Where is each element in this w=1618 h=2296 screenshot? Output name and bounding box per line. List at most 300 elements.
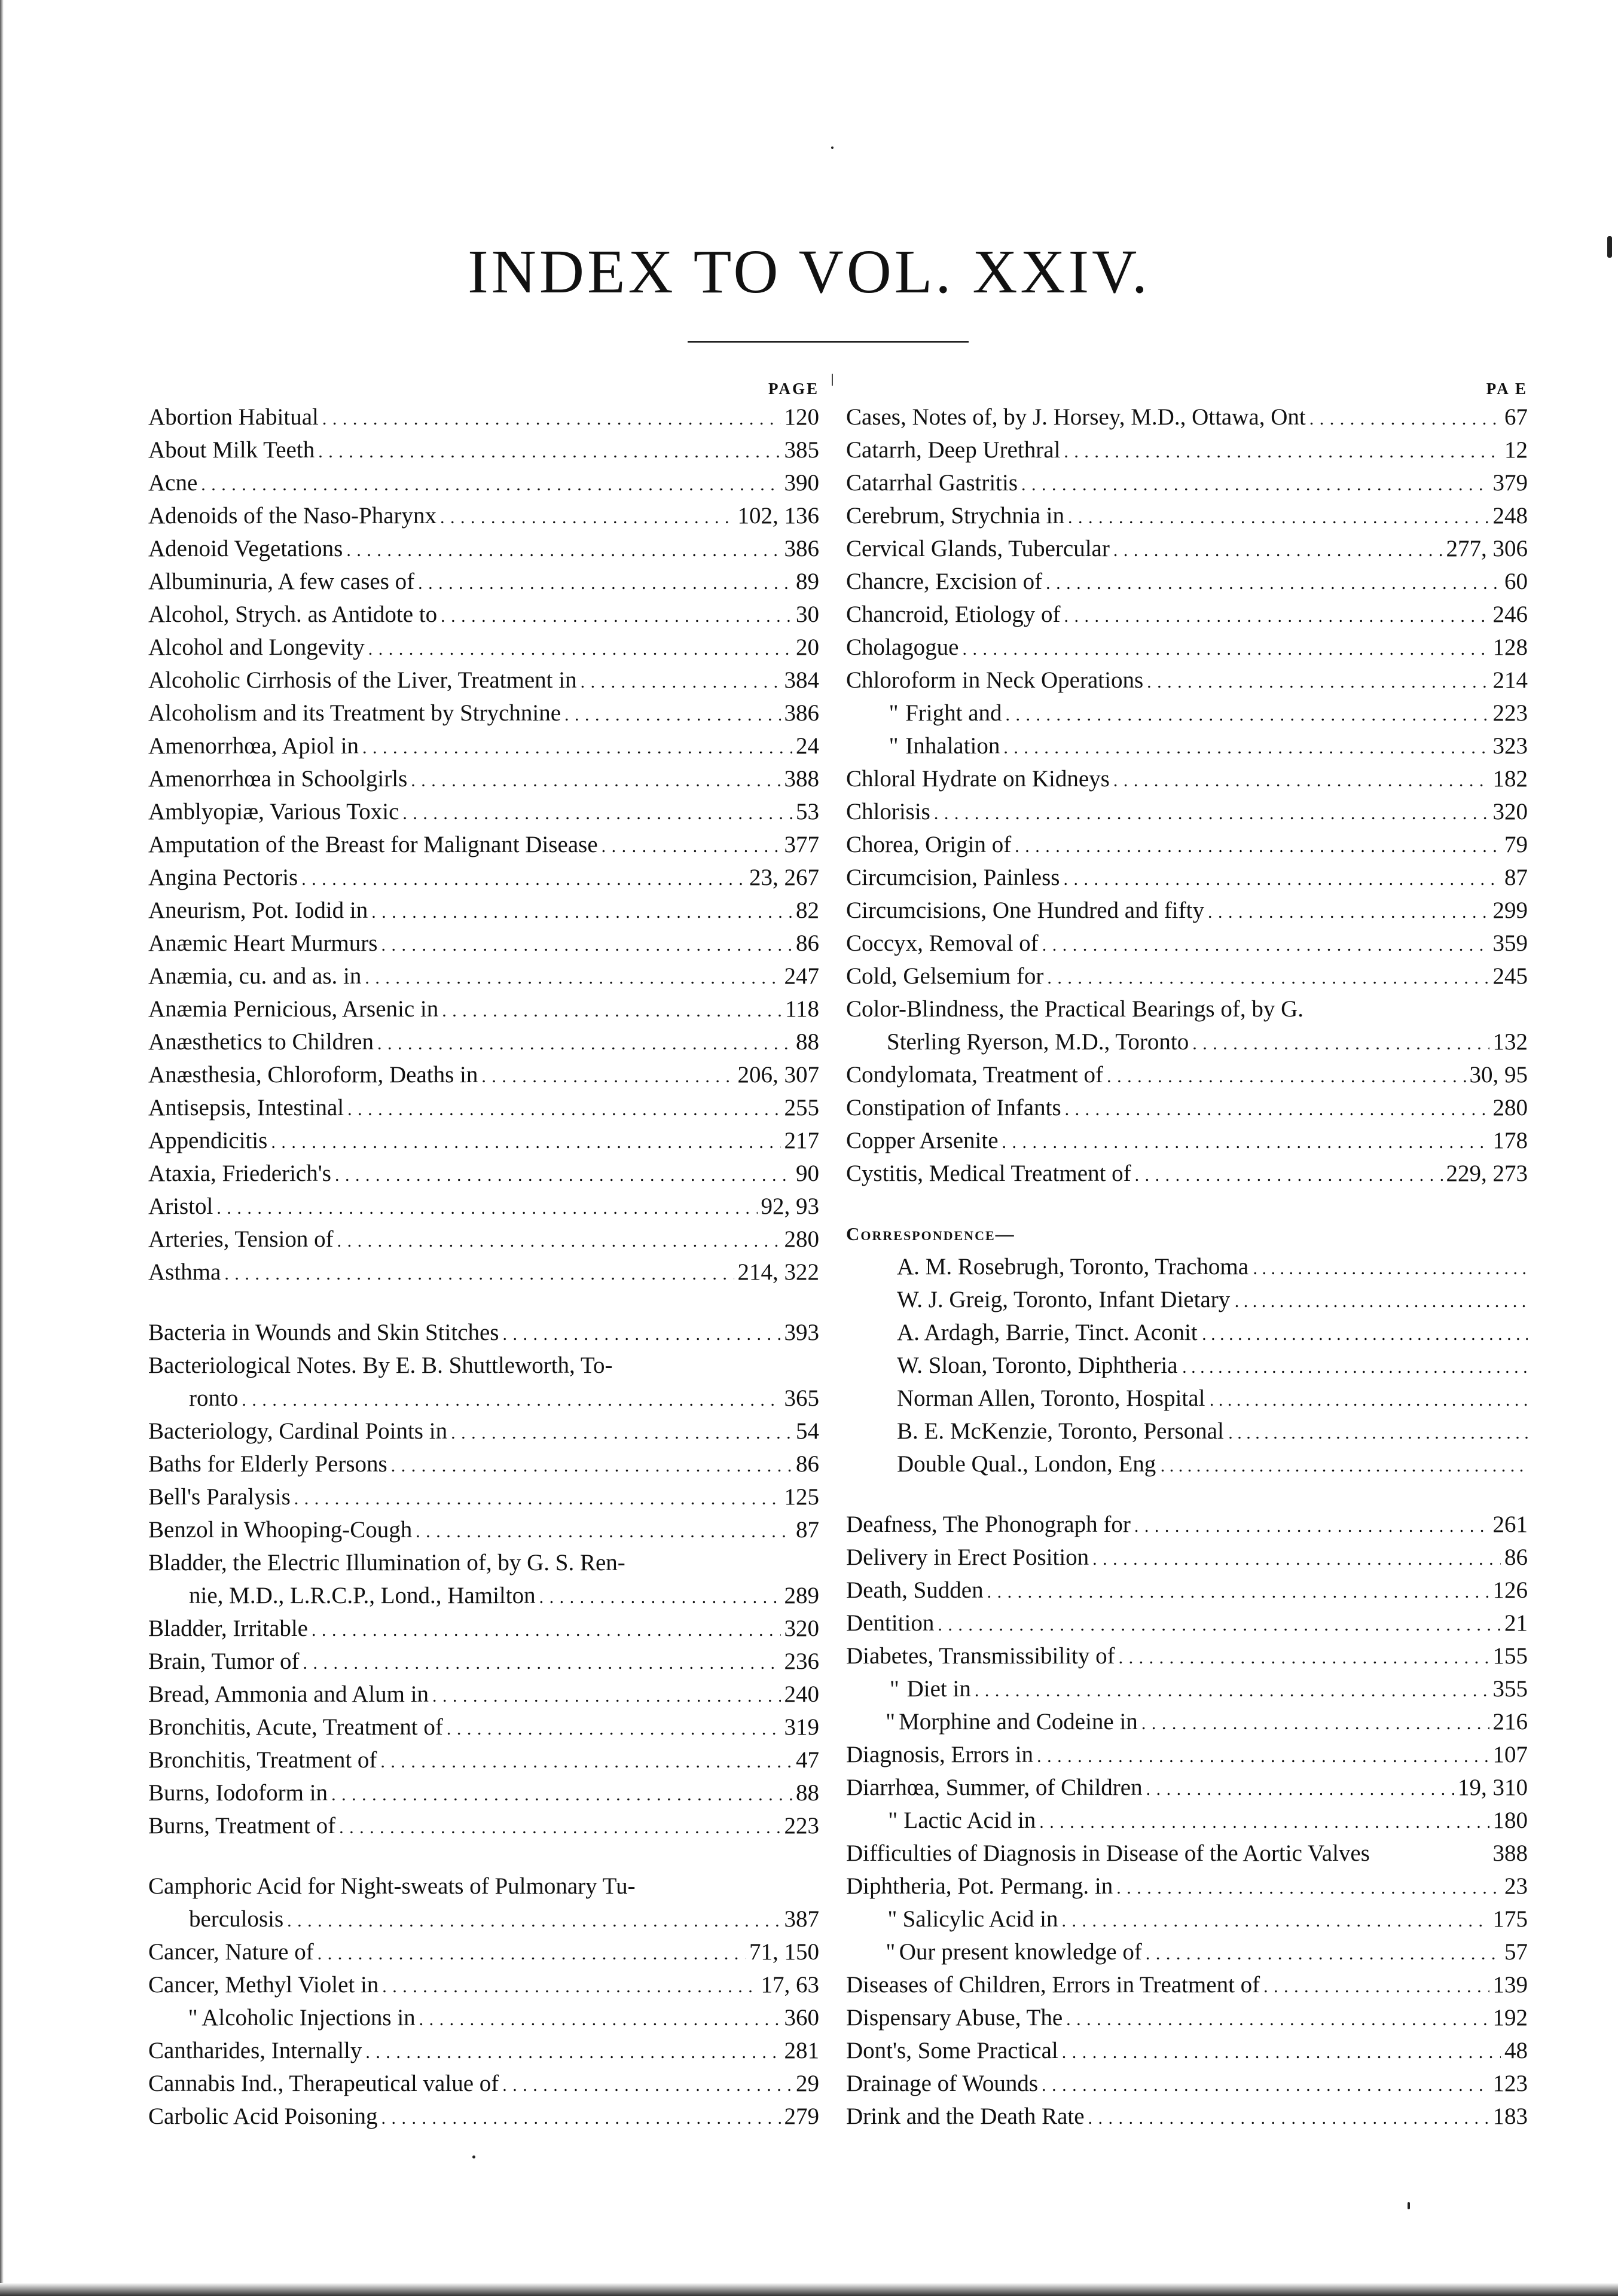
index-entry [846, 1058, 1528, 1091]
entry-text: Alcohol, Strych. as Antidote to [148, 602, 438, 627]
entry-page-number: 223 [784, 1813, 819, 1839]
entry-page-number: 279 [784, 2103, 819, 2129]
index-entry [846, 927, 1528, 960]
index-entry [846, 499, 1528, 532]
entry-text: Coccyx, Removal of [846, 930, 1039, 956]
index-entry [846, 1508, 1528, 1541]
dot-leader [381, 927, 792, 961]
dot-leader [502, 2067, 792, 2102]
entry-text: berculosis [189, 1906, 284, 1932]
index-entry [148, 1776, 819, 1809]
entry-page-number: 139 [1492, 1972, 1528, 1998]
index-entry [148, 565, 819, 598]
entry-text: Abortion Habitual [148, 404, 319, 430]
dot-leader [1134, 1508, 1489, 1543]
entry-text: Diabetes, Transmissibility of [846, 1643, 1115, 1669]
entry-page-number: 155 [1492, 1643, 1528, 1669]
entry-page-number: 393 [784, 1320, 819, 1345]
entry-page-number: 102, 136 [737, 503, 819, 529]
dot-leader [1192, 1025, 1489, 1060]
entry-text: Acne [148, 470, 198, 496]
dot-leader [1107, 1058, 1466, 1093]
section-gap [148, 1842, 819, 1870]
index-entry [148, 1744, 819, 1776]
index-entry [846, 1091, 1528, 1124]
dot-leader [432, 1678, 780, 1712]
entry-text: Bronchitis, Acute, Treatment of [148, 1714, 443, 1740]
index-entry [148, 1190, 819, 1223]
entry-text: Amputation of the Breast for Malignant Disease [148, 832, 598, 857]
entry-page-number: 386 [784, 700, 819, 726]
index-entry [846, 433, 1528, 466]
page-heading: PA E [1486, 380, 1528, 398]
entry-page-number: 23, 267 [749, 865, 819, 890]
entry-text: Chorea, Origin of [846, 832, 1012, 857]
index-entry [846, 631, 1528, 664]
index-entry [846, 1968, 1528, 2001]
entry-page-number: 319 [784, 1714, 819, 1740]
entry-page-number: 246 [1492, 602, 1528, 627]
entry-text: Adenoids of the Naso-Pharynx [148, 503, 436, 529]
dot-leader [1230, 1287, 1528, 1312]
index-entry [846, 1157, 1528, 1190]
dot-leader [1068, 499, 1489, 534]
entry-text: Chlorisis [846, 799, 930, 825]
correspondence-text: B. E. McKenzie, Toronto, Personal [897, 1418, 1224, 1444]
index-entry [148, 401, 819, 433]
entry-text: Salicylic Acid in [902, 1906, 1058, 1932]
index-entry [846, 1025, 1528, 1058]
entry-page-number: 280 [784, 1226, 819, 1252]
index-entry [846, 894, 1528, 927]
entry-page-number: 379 [1492, 470, 1528, 496]
correspondence-item [846, 1283, 1528, 1316]
dot-leader [201, 466, 780, 501]
entry-text: Diarrhœa, Summer, of Children [846, 1775, 1143, 1800]
dot-leader [312, 1612, 781, 1647]
index-entry [148, 1612, 819, 1645]
index-entry [148, 2034, 819, 2067]
index-entry [148, 532, 819, 565]
entry-page-number: 280 [1492, 1095, 1528, 1120]
entry-page-number: 128 [1492, 634, 1528, 660]
dot-leader [318, 1935, 746, 1970]
scan-edge-bottom [0, 2283, 1618, 2296]
dot-leader [581, 664, 781, 698]
correspondence-item [846, 1382, 1528, 1415]
index-entry [846, 697, 1528, 729]
entry-text: Aneurism, Pot. Iodid in [148, 897, 368, 923]
entry-text: Asthma [148, 1259, 221, 1285]
index-entry [846, 1124, 1528, 1157]
entry-page-number: 320 [1492, 799, 1528, 825]
entry-text: Cannabis Ind., Therapeutical value of [148, 2071, 499, 2096]
index-entry [148, 1870, 819, 1903]
index-entry [846, 762, 1528, 795]
index-entry [846, 2001, 1528, 2034]
index-entry [148, 762, 819, 795]
dot-leader [1309, 401, 1501, 435]
dot-leader [441, 598, 792, 633]
dot-leader [1066, 2001, 1489, 2036]
section-gap [846, 1480, 1528, 1508]
index-entry [148, 861, 819, 894]
index-entry [846, 2067, 1528, 2100]
index-entry [148, 1058, 819, 1091]
dot-leader [1092, 1541, 1501, 1576]
correspondence-text: A. Ardagh, Barrie, Tinct. Aconit [897, 1320, 1198, 1345]
index-entry [148, 1480, 819, 1513]
entry-text: Bread, Ammonia and Alum in [148, 1681, 429, 1707]
entry-page-number: 183 [1492, 2103, 1528, 2129]
entry-page-number: 92, 93 [761, 1193, 819, 1219]
index-entry [148, 664, 819, 697]
index-entry [846, 664, 1528, 697]
entry-text: Dont's, Some Practical [846, 2038, 1058, 2063]
entry-text: Carbolic Acid Poisoning [148, 2103, 378, 2129]
dot-leader [440, 499, 734, 534]
index-entry [148, 697, 819, 729]
correspondence-item [846, 1316, 1528, 1349]
dot-leader [418, 565, 792, 600]
entry-text: Catarrh, Deep Urethral [846, 437, 1061, 463]
correspondence-item [846, 1415, 1528, 1448]
entry-text: Benzol in Whooping-Cough [148, 1517, 413, 1543]
correspondence-text: Norman Allen, Toronto, Hospital [897, 1385, 1205, 1411]
index-entry [846, 1574, 1528, 1607]
dot-leader [1063, 861, 1501, 896]
entry-page-number: 360 [784, 2005, 819, 2031]
dot-leader [602, 828, 781, 863]
dot-leader [1065, 1091, 1489, 1126]
entry-page-number: 223 [1492, 700, 1528, 726]
correspondence-heading: Correspondence— [846, 1223, 1015, 1244]
entry-page-number: 236 [784, 1648, 819, 1674]
dot-leader [1156, 1451, 1524, 1477]
entry-text: Cold, Gelsemium for [846, 963, 1044, 989]
entry-text: Bell's Paralysis [148, 1484, 291, 1510]
ditto-mark: " [188, 2005, 198, 2031]
index-entry [148, 795, 819, 828]
entry-page-number: 89 [796, 569, 819, 594]
entry-text: Diagnosis, Errors in [846, 1742, 1034, 1767]
index-entry [148, 1157, 819, 1190]
index-entry [148, 828, 819, 861]
entry-page-number: 245 [1492, 963, 1528, 989]
entry-text: Appendicitis [148, 1128, 268, 1153]
entry-text: Bacteriological Notes. By E. B. Shuttleworth, To- [148, 1352, 613, 1378]
dot-leader [503, 1316, 781, 1351]
entry-text: Cancer, Nature of [148, 1939, 314, 1965]
entry-page-number: 126 [1492, 1577, 1528, 1603]
ditto-mark: " [889, 1676, 899, 1702]
entry-text: Anæmic Heart Murmurs [148, 930, 378, 956]
dot-leader [1208, 894, 1489, 929]
dot-leader [1015, 828, 1501, 863]
index-entry [846, 401, 1528, 433]
entry-text: Cancer, Methyl Violet in [148, 1972, 379, 1998]
index-entry [846, 565, 1528, 598]
entry-page-number: 79 [1504, 832, 1528, 857]
dot-leader [337, 1223, 781, 1257]
index-entry [846, 1804, 1528, 1837]
entry-page-number: 214, 322 [737, 1259, 819, 1285]
dot-leader [1062, 1903, 1489, 1937]
entry-page-number: 261 [1492, 1512, 1528, 1537]
index-entry [148, 1349, 819, 1382]
entry-page-number: 388 [1492, 1840, 1528, 1866]
entry-text: Ataxia, Friederich's [148, 1161, 331, 1186]
dot-leader [1037, 1738, 1489, 1773]
dot-leader [322, 401, 781, 435]
entry-text: Bladder, the Electric Illumination of, by G. S. Ren- [148, 1550, 625, 1576]
entry-text: Alcoholic Injections in [202, 2005, 416, 2031]
index-entry [846, 861, 1528, 894]
entry-text: Anæmia, cu. and as. in [148, 963, 362, 989]
entry-page-number: 87 [1504, 865, 1528, 890]
entry-page-number: 82 [796, 897, 819, 923]
dot-leader [365, 2034, 780, 2069]
correspondence-item [846, 1448, 1528, 1480]
entry-page-number: 71, 150 [749, 1939, 819, 1965]
entry-text: Cervical Glands, Tubercular [846, 536, 1110, 561]
entry-text: Drink and the Death Rate [846, 2103, 1085, 2129]
entry-text: Cholagogue [846, 634, 959, 660]
page-heading: PAGE [768, 380, 819, 398]
correspondence-item [846, 1349, 1528, 1382]
entry-text: Alcohol and Longevity [148, 634, 365, 660]
index-entry [846, 598, 1528, 631]
index-entry [148, 1711, 819, 1744]
index-entry [148, 2100, 819, 2133]
dot-leader [242, 1382, 780, 1416]
entry-page-number: 86 [796, 930, 819, 956]
index-entry [148, 1382, 819, 1415]
index-entry [846, 828, 1528, 861]
index-entry [148, 1316, 819, 1349]
entry-page-number: 248 [1492, 503, 1528, 529]
entry-text: Angina Pectoris [148, 865, 298, 890]
entry-page-number: 387 [784, 1906, 819, 1932]
entry-text: Amenorrhœa, Apiol in [148, 733, 359, 759]
index-entry [846, 2100, 1528, 2133]
entry-page-number: 299 [1492, 897, 1528, 923]
index-entry [148, 1968, 819, 2001]
dot-leader [1116, 1870, 1501, 1904]
dot-leader [1113, 762, 1489, 797]
dot-leader [271, 1124, 780, 1159]
entry-page-number: 125 [784, 1484, 819, 1510]
index-entry [846, 1935, 1528, 1968]
index-entry [148, 466, 819, 499]
entry-page-number: 86 [1504, 1544, 1528, 1570]
dot-leader [301, 861, 746, 896]
entry-text: Chloroform in Neck Operations [846, 667, 1144, 693]
entry-text: Diphtheria, Pot. Permang. in [846, 1873, 1113, 1899]
entry-page-number: 217 [784, 1128, 819, 1153]
entry-page-number: 388 [784, 766, 819, 792]
entry-text: About Milk Teeth [148, 437, 315, 463]
index-entry [148, 1809, 819, 1842]
ditto-mark: " [889, 700, 899, 726]
entry-page-number: 88 [796, 1029, 819, 1055]
dot-leader [564, 697, 780, 731]
index-entry [148, 2001, 819, 2034]
entry-page-number: 88 [796, 1780, 819, 1806]
entry-page-number: 359 [1492, 930, 1528, 956]
entry-text: Bacteria in Wounds and Skin Stitches [148, 1320, 499, 1345]
dot-leader [481, 1058, 734, 1093]
index-entry [148, 1513, 819, 1546]
entry-text: Alcoholic Cirrhosis of the Liver, Treatment in [148, 667, 577, 693]
index-entry [846, 1607, 1528, 1639]
index-entry [148, 1124, 819, 1157]
entry-text: Catarrhal Gastritis [846, 470, 1018, 496]
index-entry [846, 993, 1528, 1025]
index-entry [148, 1546, 819, 1579]
entry-page-number: 182 [1492, 766, 1528, 792]
dot-leader [362, 729, 792, 764]
entry-page-number: 216 [1492, 1709, 1528, 1735]
page-title: INDEX TO VOL. XXIV. [468, 237, 1150, 306]
dot-leader [442, 993, 781, 1027]
entry-page-number: 19, 310 [1458, 1775, 1528, 1800]
dot-leader [1064, 598, 1489, 633]
index-entry [148, 499, 819, 532]
index-entry [148, 1678, 819, 1711]
entry-page-number: 289 [784, 1583, 819, 1608]
entry-page-number: 320 [784, 1616, 819, 1641]
entry-page-number: 67 [1504, 404, 1528, 430]
entry-text: Albuminuria, A few cases of [148, 569, 415, 594]
scan-speck [831, 146, 834, 149]
index-entry [148, 927, 819, 960]
entry-page-number: 23 [1504, 1873, 1528, 1899]
dot-leader [1146, 1935, 1501, 1970]
dot-leader [1141, 1705, 1489, 1740]
entry-text: Our present knowledge of [899, 1939, 1142, 1965]
entry-page-number: 175 [1492, 1906, 1528, 1932]
dot-leader [1119, 1639, 1489, 1674]
entry-page-number: 247 [784, 963, 819, 989]
index-entry [846, 2034, 1528, 2067]
entry-page-number: 86 [796, 1451, 819, 1477]
dot-leader [382, 1968, 757, 2003]
entry-text: Antisepsis, Intestinal [148, 1095, 344, 1120]
ditto-mark: " [888, 1808, 898, 1833]
index-entry [148, 729, 819, 762]
entry-text: Arteries, Tension of [148, 1226, 334, 1252]
entry-page-number: 17, 63 [761, 1972, 819, 1998]
entry-page-number: 206, 307 [737, 1062, 819, 1088]
dot-leader [368, 631, 792, 665]
entry-text: Anæsthesia, Chloroform, Deaths in [148, 1062, 478, 1088]
entry-text: Anæmia Pernicious, Arsenic in [148, 996, 439, 1022]
dot-leader [331, 1776, 792, 1811]
entry-text: Inhalation [905, 733, 1000, 759]
entry-text: Difficulties of Diagnosis in Disease of the Aortic Valves [846, 1840, 1370, 1866]
entry-page-number: 385 [784, 437, 819, 463]
index-entry [148, 894, 819, 927]
entry-page-number: 12 [1504, 437, 1528, 463]
entry-page-number: 240 [784, 1681, 819, 1707]
index-entry [148, 1935, 819, 1968]
entry-page-number: 390 [784, 470, 819, 496]
entry-page-number: 365 [784, 1385, 819, 1411]
entry-page-number: 120 [784, 404, 819, 430]
correspondence-text: A. M. Rosebrugh, Toronto, Trachoma [897, 1254, 1249, 1280]
dot-leader [303, 1645, 780, 1680]
dot-leader [975, 1672, 1489, 1707]
index-entry [148, 960, 819, 993]
entry-page-number: 123 [1492, 2071, 1528, 2096]
dot-leader [1002, 1124, 1489, 1159]
scan-edge-left [0, 0, 4, 2296]
entry-page-number: 118 [784, 996, 819, 1022]
entry-text: Cases, Notes of, by J. Horsey, M.D., Ottawa, Ont [846, 404, 1306, 430]
index-entry [148, 1645, 819, 1678]
entry-page-number: 48 [1504, 2038, 1528, 2063]
entry-text: Chancroid, Etiology of [846, 602, 1061, 627]
entry-text: Fright and [905, 700, 1002, 726]
entry-text: Diseases of Children, Errors in Treatment of [846, 1972, 1260, 1998]
section-gap [846, 1190, 1528, 1217]
index-entry [148, 1415, 819, 1448]
entry-text: Cerebrum, Strychnia in [846, 503, 1064, 529]
entry-text: Circumcision, Painless [846, 865, 1060, 890]
dot-leader [381, 2100, 781, 2135]
dot-leader [1198, 1320, 1528, 1345]
entry-text: Condylomata, Treatment of [846, 1062, 1104, 1088]
correspondence-text: W. Sloan, Toronto, Diphtheria [897, 1352, 1178, 1378]
entry-text: Drainage of Wounds [846, 2071, 1039, 2096]
dot-leader [1205, 1385, 1528, 1411]
dot-leader [1113, 532, 1443, 567]
dot-leader [1224, 1418, 1528, 1444]
dot-leader [411, 762, 780, 797]
dot-leader [447, 1711, 781, 1745]
index-entry [846, 1541, 1528, 1574]
entry-page-number: 57 [1504, 1939, 1528, 1965]
entry-page-number: 281 [784, 2038, 819, 2063]
ditto-mark: " [887, 1906, 897, 1932]
index-entry [846, 1903, 1528, 1935]
ditto-mark: " [889, 733, 899, 759]
dot-leader [339, 1809, 780, 1844]
entry-text: nie, M.D., L.R.C.P., Lond., Hamilton [189, 1583, 536, 1608]
section-gap [148, 1289, 819, 1316]
entry-page-number: 277, 306 [1446, 536, 1528, 561]
dot-leader [1003, 729, 1489, 764]
dot-leader [416, 1513, 792, 1548]
entry-text: Amenorrhœa in Schoolgirls [148, 766, 408, 792]
scan-speck [472, 2155, 475, 2158]
index-entry [148, 2067, 819, 2100]
entry-text: Constipation of Infants [846, 1095, 1061, 1120]
entry-page-number: 24 [796, 733, 819, 759]
entry-text: Camphoric Acid for Night-sweats of Pulmonary Tu- [148, 1873, 636, 1899]
dot-leader [346, 532, 780, 567]
dot-leader [216, 1190, 757, 1225]
index-entry [846, 729, 1528, 762]
index-entry [846, 532, 1528, 565]
index-entry [846, 1738, 1528, 1771]
index-entry [846, 1705, 1528, 1738]
dot-leader [391, 1448, 792, 1482]
entry-page-number: 386 [784, 536, 819, 561]
dot-leader [1042, 927, 1489, 961]
dot-leader [419, 2001, 781, 2036]
